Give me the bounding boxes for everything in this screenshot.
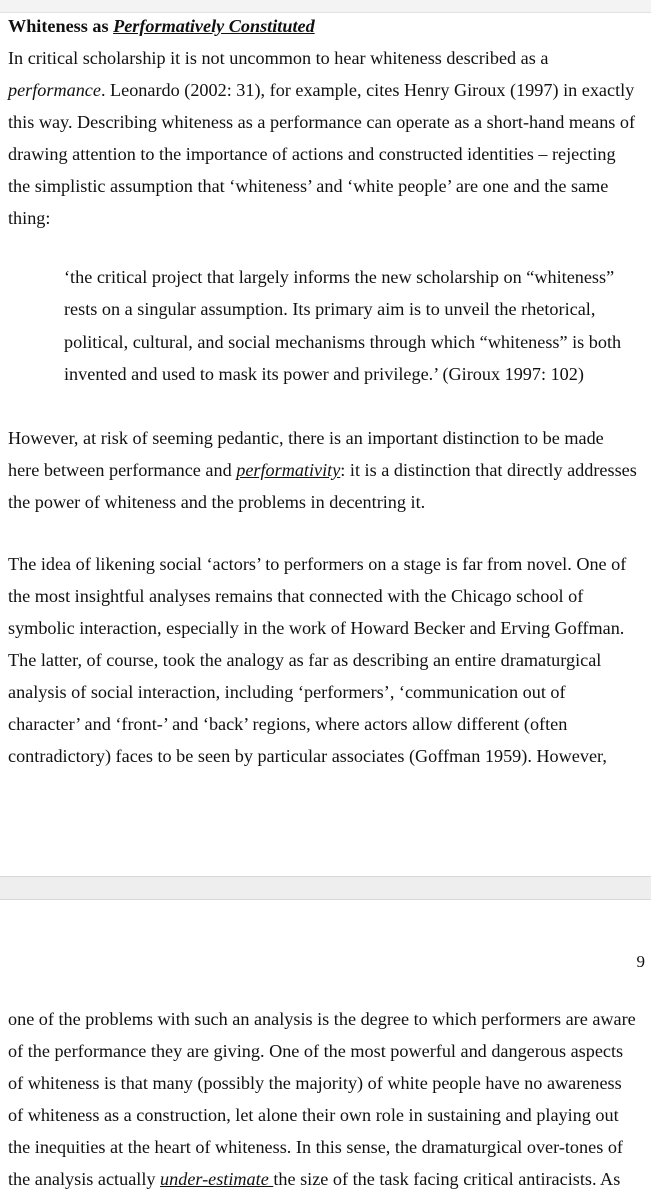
block-quote-line: invented and used to mask its power and privilege.’ (Giroux 1997: 102) xyxy=(64,364,584,384)
heading-emphasis: Performatively Constituted xyxy=(113,16,315,36)
paragraph-line: the inequities at the heart of whiteness. In this sense, the dramaturgical over-tones of xyxy=(8,1137,623,1157)
paragraph-line: The idea of likening social ‘actors’ to performers on a stage is far from novel. One of xyxy=(8,554,627,574)
paragraph-text: the analysis actually xyxy=(8,1169,161,1189)
paragraph-line: However, at risk of seeming pedantic, there is an important distinction to be made xyxy=(8,428,604,448)
emphasized-term: performativity xyxy=(236,460,341,480)
paragraph-line xyxy=(8,458,637,482)
paragraph-text: : it is a distinction that directly addresses xyxy=(340,460,637,480)
paragraph-line: symbolic interaction, especially in the work of Howard Becker and Erving Goffman. xyxy=(8,618,625,638)
paragraph-text: . Leonardo (2002: 31), for example, cites Henry Giroux (1997) in exactly xyxy=(100,80,635,100)
paragraph-line: drawing attention to the importance of actions and constructed identities – rejecting xyxy=(8,144,616,164)
paragraph-line: of the performance they are giving. One of the most powerful and dangerous aspects xyxy=(8,1041,624,1061)
paragraph-line: contradictory) faces to be seen by particular associates (Goffman 1959). However, xyxy=(8,746,607,766)
paragraph-line: one of the problems with such an analysis is the degree to which performers are aware xyxy=(8,1009,636,1029)
paragraph-line: the most insightful analyses remains that connected with the Chicago school of xyxy=(8,586,584,606)
page-number: 9 xyxy=(636,952,645,971)
section-heading xyxy=(8,14,315,38)
paragraph-line xyxy=(8,78,634,102)
page-break xyxy=(0,876,651,900)
paragraph-line: character’ and ‘front-’ and ‘back’ regions, where actors allow different (often xyxy=(8,714,568,734)
paragraph-text: the size of the task facing critical antiracists. As xyxy=(273,1169,621,1189)
paragraph-line: In critical scholarship it is not uncommon to hear whiteness described as a xyxy=(8,48,549,68)
block-quote-line: political, cultural, and social mechanisms through which “whiteness” is both xyxy=(64,332,622,352)
block-quote-line: ‘the critical project that largely informs the new scholarship on “whiteness” xyxy=(64,267,615,287)
emphasized-term: under-estimate xyxy=(160,1169,274,1189)
top-page-edge xyxy=(0,0,651,13)
paragraph-line: of whiteness as a construction, let alone their own role in sustaining and playing out xyxy=(8,1105,619,1125)
paragraph-line: thing: xyxy=(8,208,51,228)
paragraph-line: this way. Describing whiteness as a performance can operate as a short-hand means of xyxy=(8,112,636,132)
paragraph-line: of whiteness is that many (possibly the majority) of white people have no awareness xyxy=(8,1073,622,1093)
paragraph-line: the power of whiteness and the problems in decentring it. xyxy=(8,492,426,512)
paragraph-text: here between performance and xyxy=(8,460,237,480)
paragraph-line xyxy=(8,1167,620,1191)
heading-prefix: Whiteness as xyxy=(8,16,114,36)
italic-term: performance xyxy=(8,80,101,100)
paragraph-line: analysis of social interaction, including ‘performers’, ‘communication out of xyxy=(8,682,566,702)
block-quote-line: rests on a singular assumption. Its primary aim is to unveil the rhetorical, xyxy=(64,299,596,319)
paragraph-line: the simplistic assumption that ‘whiteness’ and ‘white people’ are one and the same xyxy=(8,176,609,196)
paragraph-line: The latter, of course, took the analogy as far as describing an entire dramaturgical xyxy=(8,650,602,670)
